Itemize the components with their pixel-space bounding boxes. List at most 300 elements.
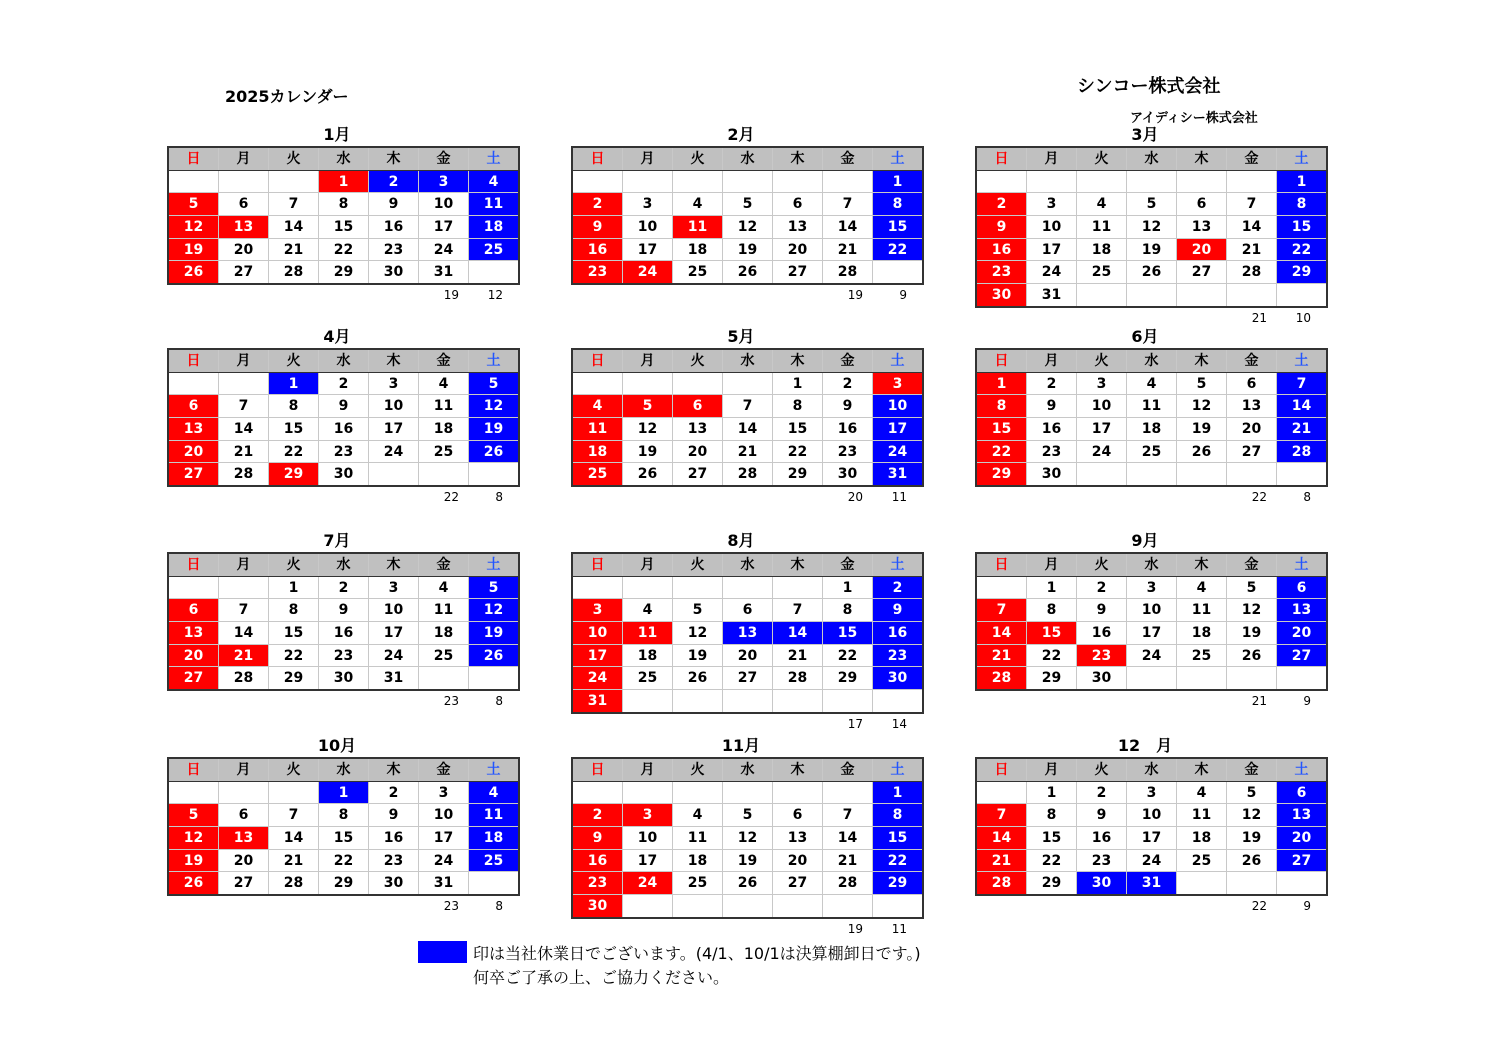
day-cell: 6 — [773, 193, 823, 216]
day-cell: 13 — [723, 622, 773, 645]
day-cell: 1 — [319, 170, 369, 193]
day-cell: 23 — [319, 644, 369, 667]
weekday-header: 月 — [623, 147, 673, 170]
week-row — [572, 827, 923, 850]
weekday-header: 土 — [469, 758, 520, 781]
weekday-header: 水 — [723, 349, 773, 372]
day-cell: 3 — [369, 372, 419, 395]
weekday-header: 木 — [773, 758, 823, 781]
weekday-header: 金 — [823, 349, 873, 372]
day-cell: 9 — [319, 599, 369, 622]
empty-cell — [1077, 463, 1127, 486]
day-cell: 16 — [873, 622, 924, 645]
day-cell: 7 — [823, 193, 873, 216]
day-cell: 14 — [1277, 395, 1328, 418]
day-cell: 12 — [1227, 804, 1277, 827]
day-cell: 2 — [319, 372, 369, 395]
empty-cell — [1277, 284, 1328, 307]
day-cell: 3 — [873, 372, 924, 395]
day-cell: 25 — [1077, 261, 1127, 284]
weekday-header: 土 — [469, 147, 520, 170]
holiday-count: 11 — [891, 921, 907, 936]
empty-cell — [823, 690, 873, 713]
holiday-count: 9 — [899, 288, 907, 303]
day-cell: 9 — [572, 216, 623, 239]
day-cell: 2 — [873, 576, 924, 599]
day-cell: 6 — [673, 395, 723, 418]
weekday-header: 水 — [319, 349, 369, 372]
day-cell: 4 — [1127, 372, 1177, 395]
month-table — [571, 552, 924, 714]
day-cell: 11 — [1077, 216, 1127, 239]
weekday-header: 金 — [823, 758, 873, 781]
weekday-header: 水 — [723, 758, 773, 781]
day-cell: 29 — [319, 872, 369, 895]
empty-cell — [1277, 872, 1328, 895]
day-cell: 6 — [723, 599, 773, 622]
day-cell: 2 — [369, 170, 419, 193]
day-cell: 6 — [1227, 372, 1277, 395]
day-cell: 19 — [1177, 418, 1227, 441]
day-cell: 29 — [976, 463, 1027, 486]
weekday-header: 金 — [823, 553, 873, 576]
empty-cell — [673, 170, 723, 193]
month-table — [167, 757, 520, 896]
day-cell: 28 — [823, 872, 873, 895]
weekday-header: 火 — [673, 553, 723, 576]
day-cell: 3 — [623, 193, 673, 216]
day-cell: 2 — [976, 193, 1027, 216]
day-cell: 1 — [1027, 781, 1077, 804]
empty-cell — [1127, 284, 1177, 307]
month-table — [975, 757, 1328, 896]
day-cell: 8 — [773, 395, 823, 418]
day-cell: 19 — [723, 849, 773, 872]
day-cell: 3 — [623, 804, 673, 827]
month-title: 6月 — [1131, 327, 1159, 346]
day-cell: 1 — [773, 372, 823, 395]
day-cell: 18 — [572, 440, 623, 463]
day-cell: 8 — [1027, 804, 1077, 827]
weekday-header: 日 — [572, 553, 623, 576]
day-cell: 27 — [219, 261, 269, 284]
day-cell: 1 — [269, 576, 319, 599]
day-cell: 24 — [572, 667, 623, 690]
day-cell: 26 — [623, 463, 673, 486]
day-cell: 27 — [1277, 644, 1328, 667]
week-row — [168, 644, 519, 667]
day-cell: 5 — [673, 599, 723, 622]
empty-cell — [419, 667, 469, 690]
day-cell: 28 — [269, 261, 319, 284]
weekday-header: 日 — [976, 758, 1027, 781]
day-cell: 21 — [773, 644, 823, 667]
month-calendar — [975, 736, 1330, 914]
day-cell: 21 — [1277, 418, 1328, 441]
day-cell: 12 — [673, 622, 723, 645]
day-cell: 20 — [773, 238, 823, 261]
day-cell: 25 — [623, 667, 673, 690]
day-cell: 7 — [976, 599, 1027, 622]
day-cell: 26 — [673, 667, 723, 690]
day-cell: 24 — [1077, 440, 1127, 463]
day-cell: 16 — [572, 238, 623, 261]
day-cell: 5 — [469, 372, 520, 395]
day-cell: 21 — [269, 849, 319, 872]
day-cell: 28 — [976, 872, 1027, 895]
week-row — [572, 216, 923, 239]
day-cell: 9 — [823, 395, 873, 418]
day-cell: 28 — [976, 667, 1027, 690]
workday-count: 23 — [443, 899, 459, 914]
month-calendar — [975, 327, 1330, 505]
week-row — [976, 193, 1327, 216]
day-cell: 22 — [319, 238, 369, 261]
day-cell: 3 — [572, 599, 623, 622]
day-cell: 31 — [572, 690, 623, 713]
empty-cell — [673, 576, 723, 599]
month-title: 1月 — [323, 125, 351, 144]
day-cell: 5 — [1127, 193, 1177, 216]
weekday-header: 火 — [269, 553, 319, 576]
day-cell: 9 — [369, 804, 419, 827]
day-cell: 27 — [168, 463, 219, 486]
empty-cell — [572, 781, 623, 804]
weekday-header: 金 — [419, 758, 469, 781]
day-cell: 30 — [369, 261, 419, 284]
day-cell: 18 — [673, 238, 723, 261]
weekday-header: 木 — [369, 758, 419, 781]
week-row — [572, 622, 923, 645]
day-cell: 3 — [419, 170, 469, 193]
day-cell: 4 — [1077, 193, 1127, 216]
week-row — [572, 644, 923, 667]
week-row — [168, 372, 519, 395]
day-cell: 18 — [469, 827, 520, 850]
month-title: 5月 — [727, 327, 755, 346]
empty-cell — [1127, 667, 1177, 690]
month-table — [975, 552, 1328, 691]
empty-cell — [168, 372, 219, 395]
month-table — [167, 348, 520, 487]
day-cell: 7 — [1227, 193, 1277, 216]
day-cell: 24 — [369, 644, 419, 667]
weekday-header: 月 — [1027, 553, 1077, 576]
week-row — [976, 872, 1327, 895]
week-row — [976, 418, 1327, 441]
day-cell: 9 — [873, 599, 924, 622]
day-cell: 17 — [623, 238, 673, 261]
day-cell: 13 — [168, 418, 219, 441]
day-cell: 8 — [823, 599, 873, 622]
day-cell: 29 — [269, 463, 319, 486]
day-cell: 4 — [1177, 781, 1227, 804]
weekday-header: 月 — [623, 758, 673, 781]
workday-count: 19 — [847, 921, 863, 936]
empty-cell — [623, 690, 673, 713]
holiday-count: 12 — [487, 288, 503, 303]
empty-cell — [723, 372, 773, 395]
day-cell: 6 — [1277, 781, 1328, 804]
day-cell: 17 — [369, 622, 419, 645]
day-cell: 25 — [1127, 440, 1177, 463]
workday-count: 23 — [443, 694, 459, 709]
day-cell: 21 — [1227, 238, 1277, 261]
day-cell: 7 — [976, 804, 1027, 827]
holiday-count: 8 — [495, 490, 503, 505]
day-cell: 27 — [1177, 261, 1227, 284]
weekday-header: 金 — [1227, 758, 1277, 781]
empty-cell — [823, 781, 873, 804]
day-cell: 12 — [623, 418, 673, 441]
day-cell: 10 — [873, 395, 924, 418]
day-cell: 23 — [823, 440, 873, 463]
day-cell: 18 — [469, 216, 520, 239]
day-cell: 30 — [572, 895, 623, 918]
day-cell: 17 — [1027, 238, 1077, 261]
empty-cell — [1227, 463, 1277, 486]
day-cell: 26 — [1127, 261, 1177, 284]
day-cell: 10 — [419, 804, 469, 827]
empty-cell — [623, 895, 673, 918]
weekday-header: 月 — [219, 758, 269, 781]
month-table — [167, 146, 520, 285]
empty-cell — [1227, 667, 1277, 690]
empty-cell — [673, 372, 723, 395]
day-cell: 3 — [419, 781, 469, 804]
day-cell: 19 — [1127, 238, 1177, 261]
weekday-header: 木 — [1177, 349, 1227, 372]
day-cell: 5 — [1177, 372, 1227, 395]
weekday-header: 土 — [469, 349, 520, 372]
day-cell: 30 — [1027, 463, 1077, 486]
empty-cell — [873, 690, 924, 713]
day-cell: 15 — [873, 827, 924, 850]
empty-cell — [873, 261, 924, 284]
month-calendar — [167, 327, 522, 505]
day-cell: 1 — [823, 576, 873, 599]
day-cell: 24 — [1127, 644, 1177, 667]
day-cell: 11 — [469, 193, 520, 216]
day-cell: 11 — [1177, 599, 1227, 622]
week-row — [976, 170, 1327, 193]
holiday-count: 14 — [891, 716, 907, 731]
day-cell: 30 — [823, 463, 873, 486]
day-cell: 10 — [623, 216, 673, 239]
weekday-header: 金 — [419, 147, 469, 170]
day-cell: 13 — [168, 622, 219, 645]
day-cell: 14 — [823, 216, 873, 239]
day-cell: 12 — [168, 216, 219, 239]
empty-cell — [469, 261, 520, 284]
day-cell: 12 — [469, 395, 520, 418]
day-cell: 25 — [419, 440, 469, 463]
month-title: 12 月 — [1117, 736, 1173, 755]
day-cell: 30 — [976, 284, 1027, 307]
empty-cell — [1077, 170, 1127, 193]
month-table — [975, 348, 1328, 487]
day-cell: 24 — [1027, 261, 1077, 284]
day-cell: 29 — [873, 872, 924, 895]
day-cell: 22 — [269, 644, 319, 667]
day-cell: 24 — [1127, 849, 1177, 872]
empty-cell — [1127, 170, 1177, 193]
day-cell: 5 — [723, 804, 773, 827]
day-cell: 23 — [369, 849, 419, 872]
day-cell: 5 — [469, 576, 520, 599]
day-cell: 4 — [623, 599, 673, 622]
day-cell: 16 — [1077, 827, 1127, 850]
day-cell: 19 — [623, 440, 673, 463]
week-row — [572, 872, 923, 895]
day-cell: 8 — [873, 193, 924, 216]
day-cell: 4 — [469, 781, 520, 804]
day-cell: 7 — [1277, 372, 1328, 395]
day-cell: 3 — [1027, 193, 1077, 216]
week-row — [572, 849, 923, 872]
month-title: 2月 — [727, 125, 755, 144]
day-cell: 20 — [219, 238, 269, 261]
workday-count: 20 — [847, 490, 863, 505]
empty-cell — [219, 170, 269, 193]
weekday-header: 日 — [572, 758, 623, 781]
day-cell: 26 — [168, 261, 219, 284]
day-cell: 4 — [469, 170, 520, 193]
day-cell: 21 — [723, 440, 773, 463]
day-cell: 21 — [269, 238, 319, 261]
day-cell: 16 — [319, 418, 369, 441]
day-cell: 21 — [976, 644, 1027, 667]
week-row — [572, 781, 923, 804]
empty-cell — [269, 781, 319, 804]
day-cell: 20 — [673, 440, 723, 463]
day-cell: 5 — [168, 804, 219, 827]
workday-count: 21 — [1251, 694, 1267, 709]
day-cell: 2 — [823, 372, 873, 395]
day-cell: 17 — [369, 418, 419, 441]
day-cell: 26 — [469, 440, 520, 463]
day-cell: 9 — [572, 827, 623, 850]
day-cell: 2 — [369, 781, 419, 804]
day-cell: 5 — [1227, 576, 1277, 599]
empty-cell — [572, 576, 623, 599]
day-cell: 2 — [572, 193, 623, 216]
day-cell: 14 — [773, 622, 823, 645]
day-cell: 16 — [1077, 622, 1127, 645]
holiday-count: 11 — [891, 490, 907, 505]
day-cell: 10 — [1027, 216, 1077, 239]
day-cell: 29 — [1277, 261, 1328, 284]
holiday-count: 9 — [1303, 899, 1311, 914]
empty-cell — [976, 170, 1027, 193]
month-table — [167, 552, 520, 691]
day-cell: 15 — [1277, 216, 1328, 239]
day-cell: 3 — [369, 576, 419, 599]
weekday-header: 日 — [572, 147, 623, 170]
weekday-header: 金 — [419, 349, 469, 372]
day-cell: 11 — [419, 599, 469, 622]
week-row — [976, 622, 1327, 645]
weekday-header: 土 — [873, 147, 924, 170]
day-cell: 2 — [572, 804, 623, 827]
day-cell: 6 — [168, 599, 219, 622]
holiday-count: 8 — [495, 694, 503, 709]
day-cell: 8 — [1027, 599, 1077, 622]
day-cell: 25 — [572, 463, 623, 486]
holiday-count: 10 — [1295, 310, 1311, 325]
empty-cell — [168, 781, 219, 804]
day-cell: 17 — [572, 644, 623, 667]
day-cell: 13 — [1177, 216, 1227, 239]
weekday-header: 木 — [773, 553, 823, 576]
day-cell: 27 — [773, 261, 823, 284]
empty-cell — [623, 781, 673, 804]
weekday-header: 木 — [773, 349, 823, 372]
day-cell: 21 — [976, 849, 1027, 872]
day-cell: 25 — [673, 872, 723, 895]
day-cell: 1 — [1277, 170, 1328, 193]
day-cell: 29 — [773, 463, 823, 486]
day-cell: 20 — [168, 644, 219, 667]
day-cell: 23 — [1027, 440, 1077, 463]
weekday-header: 日 — [168, 147, 219, 170]
legend-swatch — [418, 941, 467, 963]
weekday-header: 木 — [369, 147, 419, 170]
day-cell: 19 — [469, 622, 520, 645]
day-cell: 28 — [823, 261, 873, 284]
day-cell: 29 — [1027, 667, 1077, 690]
empty-cell — [469, 667, 520, 690]
day-cell: 18 — [1077, 238, 1127, 261]
weekday-header: 火 — [673, 147, 723, 170]
day-cell: 25 — [1177, 849, 1227, 872]
empty-cell — [1227, 284, 1277, 307]
day-cell: 2 — [1027, 372, 1077, 395]
weekday-header: 水 — [723, 147, 773, 170]
day-cell: 6 — [219, 804, 269, 827]
empty-cell — [1227, 872, 1277, 895]
day-cell: 13 — [219, 216, 269, 239]
weekday-header: 火 — [673, 349, 723, 372]
day-cell: 11 — [469, 804, 520, 827]
empty-cell — [1027, 170, 1077, 193]
week-row — [168, 463, 519, 486]
week-row — [572, 667, 923, 690]
week-row — [168, 576, 519, 599]
week-row — [572, 395, 923, 418]
day-cell: 31 — [1027, 284, 1077, 307]
weekday-header: 火 — [269, 147, 319, 170]
day-cell: 20 — [1277, 827, 1328, 850]
day-cell: 11 — [419, 395, 469, 418]
empty-cell — [1177, 667, 1227, 690]
day-cell: 24 — [369, 440, 419, 463]
month-table — [975, 146, 1328, 308]
weekday-header: 金 — [823, 147, 873, 170]
month-title: 8月 — [727, 531, 755, 550]
week-row — [572, 440, 923, 463]
day-cell: 10 — [1127, 804, 1177, 827]
day-cell: 13 — [673, 418, 723, 441]
weekday-header: 日 — [976, 147, 1027, 170]
empty-cell — [572, 372, 623, 395]
day-cell: 20 — [723, 644, 773, 667]
empty-cell — [723, 690, 773, 713]
week-row — [168, 418, 519, 441]
day-cell: 16 — [976, 238, 1027, 261]
day-cell: 14 — [823, 827, 873, 850]
day-cell: 1 — [1027, 576, 1077, 599]
